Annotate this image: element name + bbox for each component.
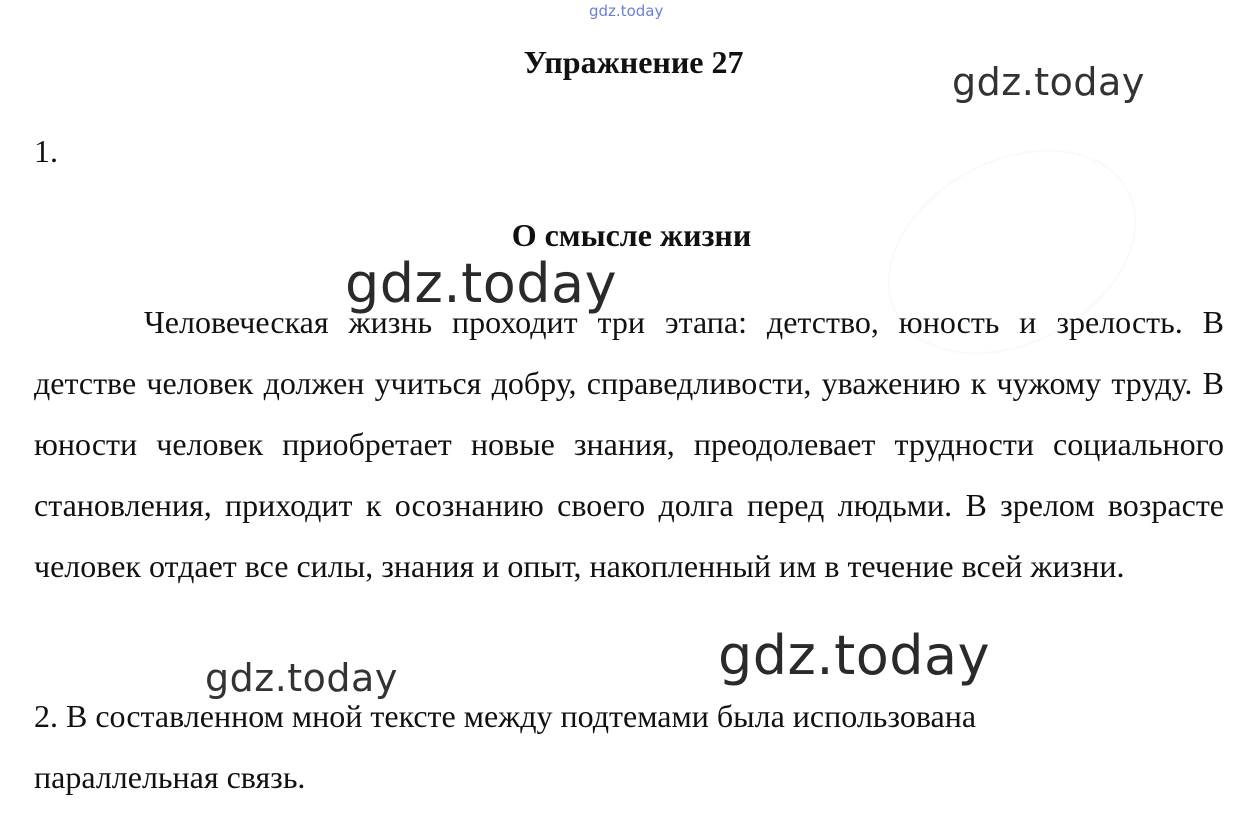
watermark-top: gdz.today: [589, 2, 664, 20]
watermark-right-upper: gdz.today: [952, 60, 1145, 104]
exercise-title: Упражнение 27: [523, 44, 744, 80]
answer-2-line-1: 2. В составленном мной тексте между подтемами была использована: [34, 698, 977, 734]
answer-2-line-2: параллельная связь.: [34, 759, 306, 795]
watermark-right-lower: gdz.today: [718, 624, 991, 687]
essay-title: О смысле жизни: [511, 217, 752, 253]
answer-2: [34, 686, 1224, 808]
watermark-center-upper: gdz.today: [345, 252, 618, 315]
item-number-1: 1.: [34, 133, 58, 169]
essay-paragraph: Человеческая жизнь проходит три этапа: детство, юность и зрелость. В детстве человек должен учиться добру, справедливости, уважению к чужому труду. В юности человек приобретает новые знания, преодолевает трудности социального становления, приходит к осознанию своего долга перед людьми. В зрелом возрасте человек отдает все силы, знания и опыт, накопленный им в течение всей жизни.: [34, 304, 1224, 584]
watermark-left-lower: gdz.today: [205, 656, 398, 700]
